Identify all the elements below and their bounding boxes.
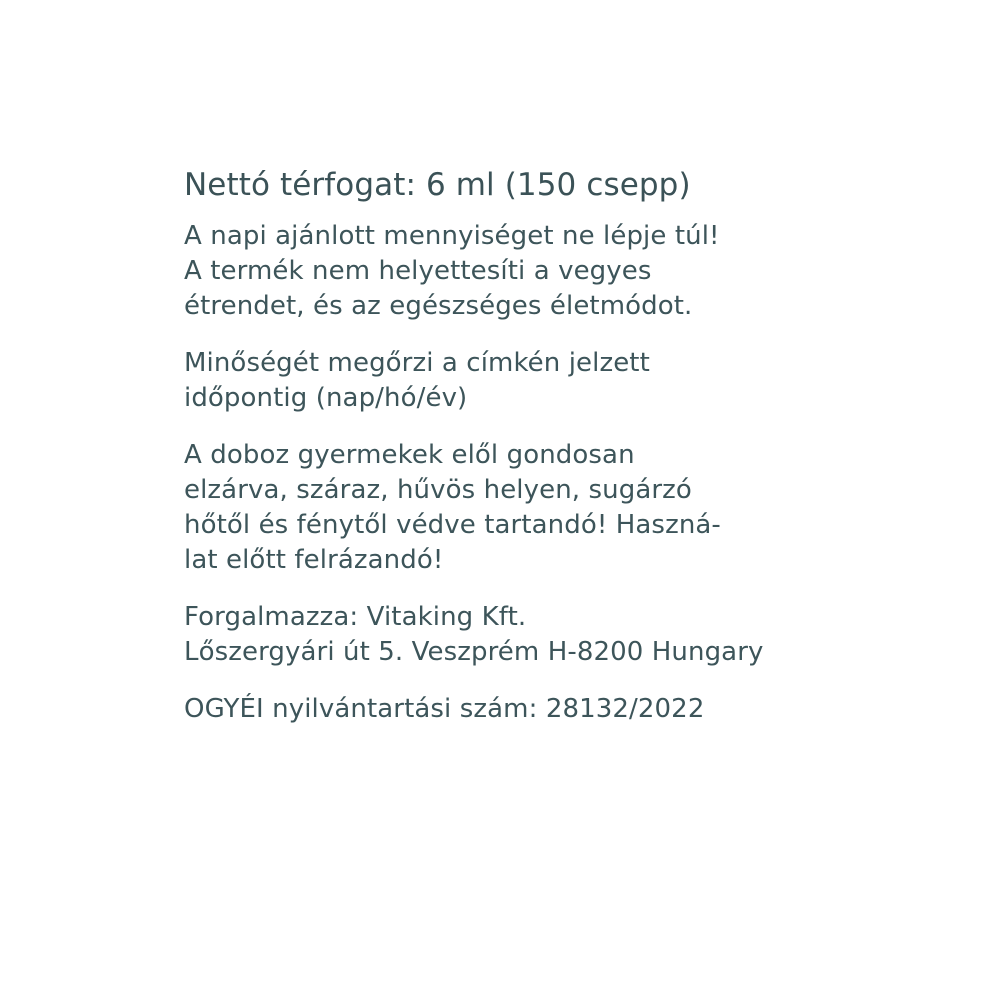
storage-instructions-line-2: elzárva, száraz, hűvös helyen, sugárzó	[184, 475, 692, 505]
best-before-note-line-1: Minőségét megőrzi a címkén jelzett	[184, 348, 650, 378]
daily-dose-warning-line-3: étrendet, és az egészséges életmódot.	[184, 291, 693, 321]
best-before-note-line-2: időpontig (nap/hó/év)	[184, 383, 468, 413]
daily-dose-warning-line-2: A termék nem helyettesíti a vegyes	[184, 256, 652, 286]
storage-instructions-line-3: hőtől és fénytől védve tartandó! Haszná-	[184, 510, 721, 540]
storage-instructions-line-1: A doboz gyermekek elől gondosan	[184, 440, 635, 470]
distributor-address-line: Lőszergyári út 5. Veszprém H-8200 Hungary	[184, 637, 764, 667]
registration-number-paragraph	[184, 692, 884, 727]
product-label-text-panel	[184, 165, 884, 727]
daily-dose-warning-paragraph	[184, 219, 884, 324]
distributor-info-paragraph	[184, 600, 884, 670]
registration-number-line: OGYÉI nyilvántartási szám: 28132/2022	[184, 694, 705, 724]
net-volume-heading: Nettó térfogat: 6 ml (150 csepp)	[184, 167, 691, 203]
distributor-name-line: Forgalmazza: Vitaking Kft.	[184, 602, 527, 632]
best-before-note-paragraph	[184, 346, 884, 416]
daily-dose-warning-line-1: A napi ajánlott mennyiséget ne lépje túl!	[184, 221, 720, 251]
storage-instructions-line-4: lat előtt felrázandó!	[184, 545, 444, 575]
storage-instructions-paragraph	[184, 438, 884, 578]
